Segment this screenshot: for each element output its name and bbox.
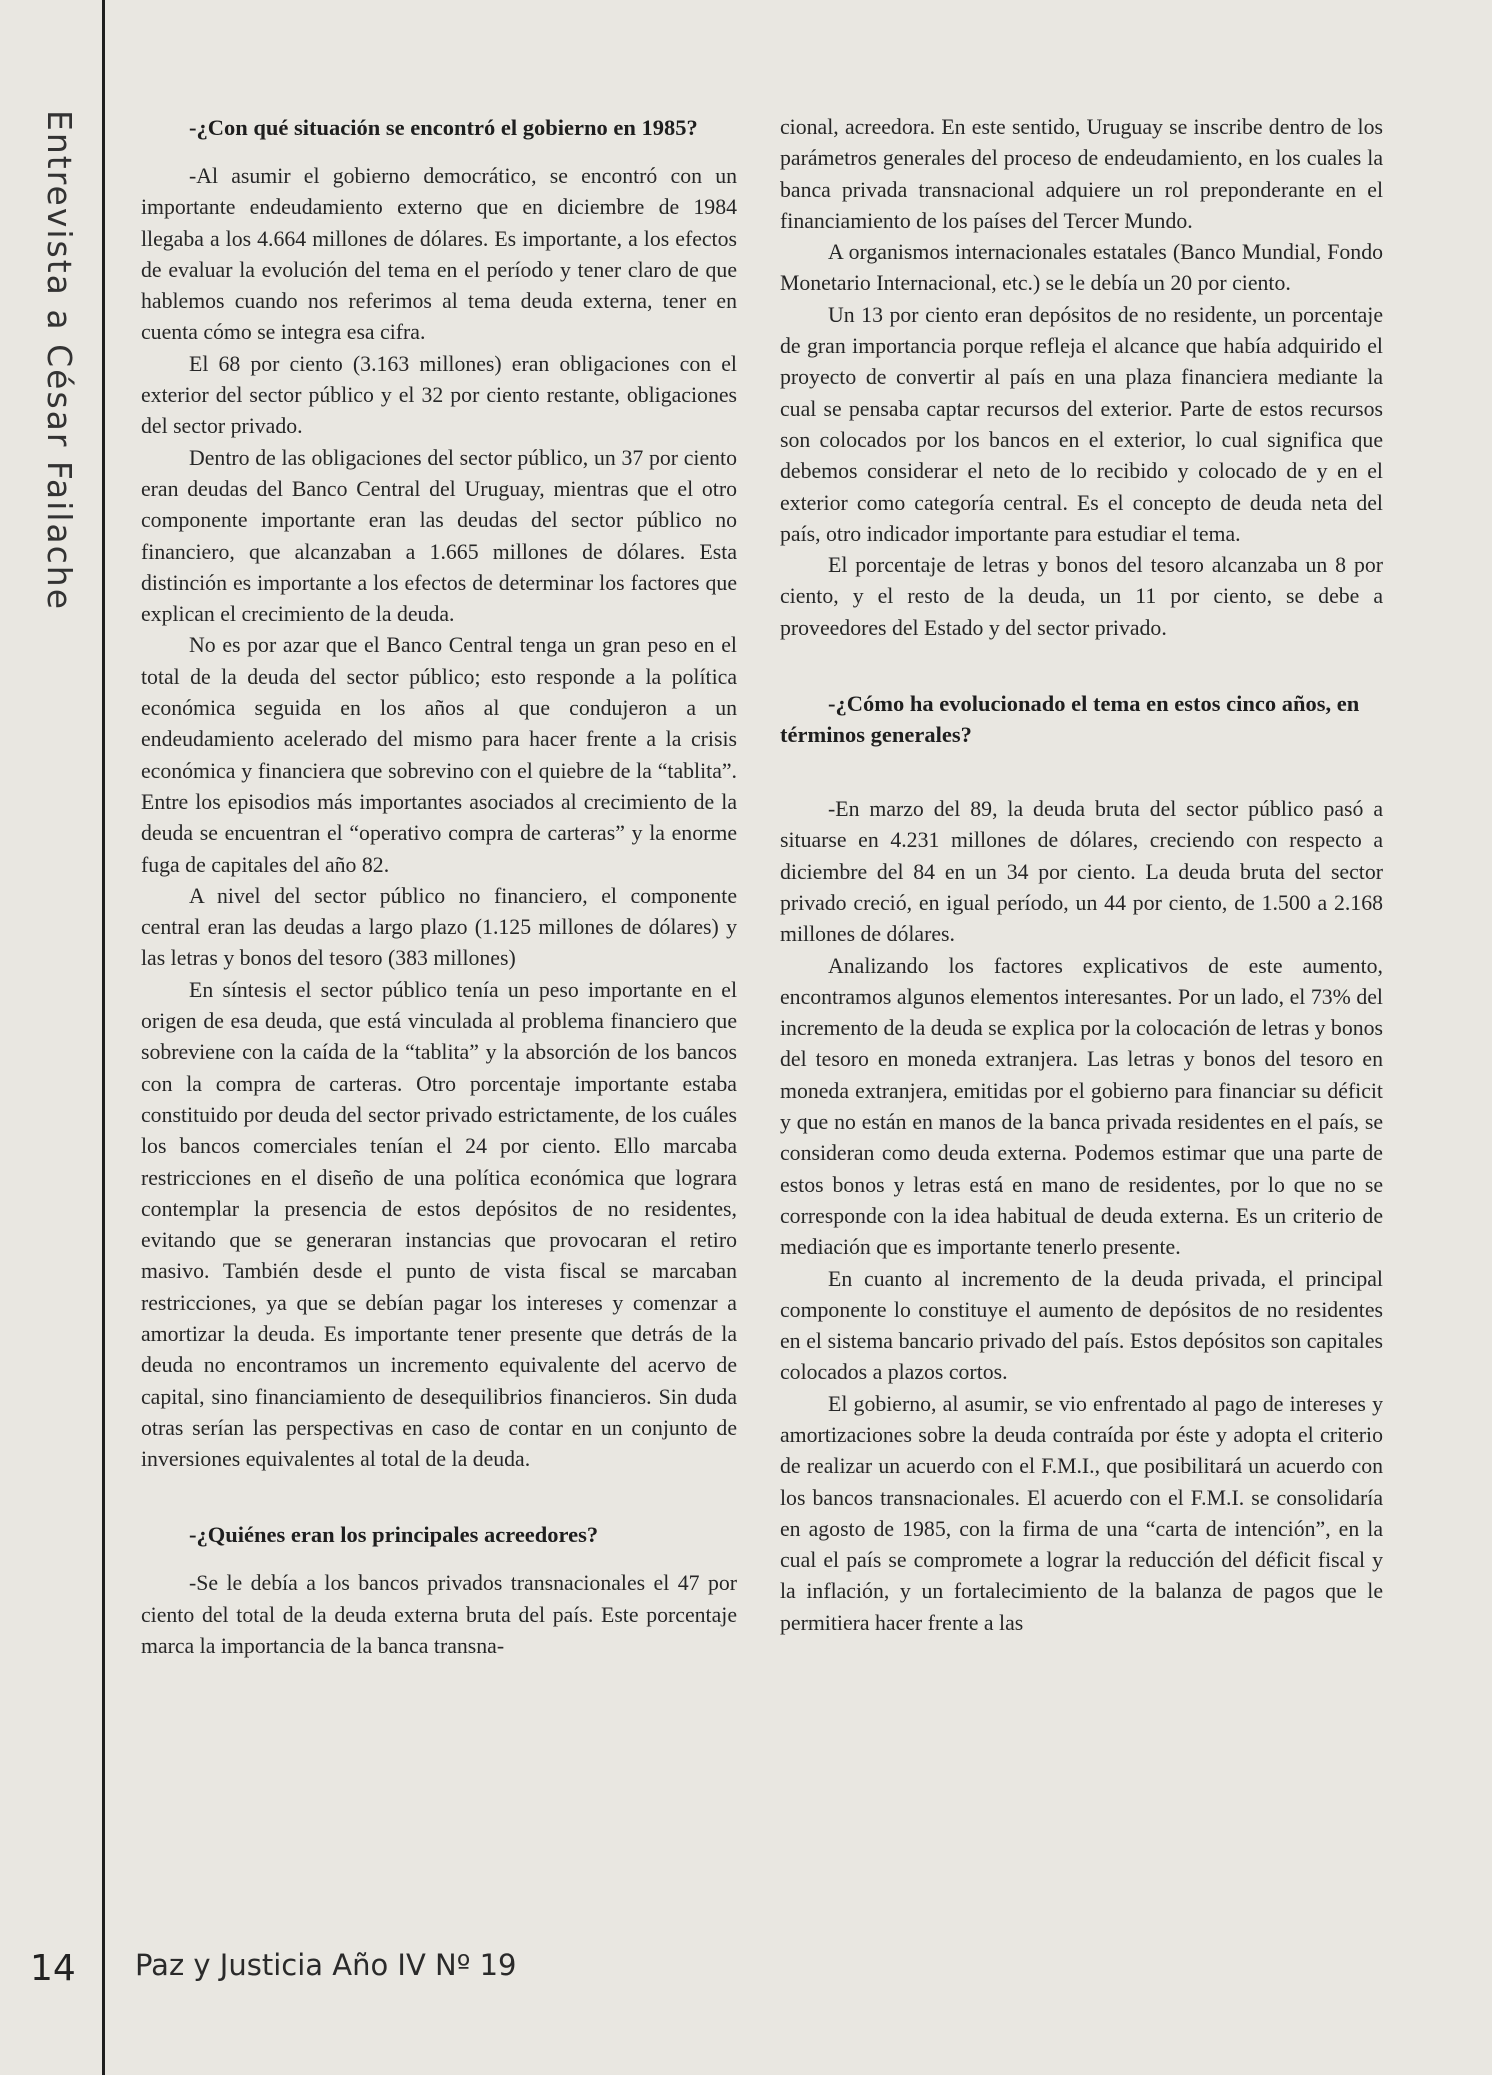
paragraph: El gobierno, al asumir, se vio enfrentado al pago de intereses y amortizaciones sobre la deuda contraída por éste y adopta el criterio de realizar un acuerdo con el F.M.I., que posibilitará un acuerdo con los bancos transnacionales. El acuerdo con el F.M.I. se consolidaría en agosto de 1985, con la firma de una “carta de intención”, en la cual el país se compromete a lograr la reducción del déficit fiscal y la inflación, y un fortalecimiento de la balanza de pagos que le permitiera hacer frente a las <box>780 1391 1383 1635</box>
paragraph: -En marzo del 89, la deuda bruta del sector público pasó a situarse en 4.231 millones de dólares, creciendo con respecto a diciembre del 84 en un 34 por ciento. La deuda bruta del sector privado creció, en igual período, un 44 por ciento, de 1.500 a 2.168 millones de dólares. <box>780 797 1383 947</box>
paragraph: En síntesis el sector público tenía un peso importante en el origen de esa deuda, que está vinculada al problema financiero que sobreviene con la caída de la “tablita” y la absorción de los bancos con la compra de carteras. Otro porcentaje importante estaba constituido por deuda del sector privado estrictamente, de los cuáles los bancos comerciales tenían el 24 por ciento. Ello marcaba restricciones en el diseño de una política económica que lograra contemplar la presencia de estos depósitos de no residentes, evitando que se generaran instancias que provocaran el retiro masivo. También desde el punto de vista fiscal se marcaban restricciones, ya que se debían pagar los intereses y comenzar a amortizar la deuda. Es importante tener presente que detrás de la deuda no encontramos un incremento equivalente del acervo de capital, sino financiamiento de desequilibrios financieros. Sin duda otras serían las perspectivas en caso de contar en un conjunto de inversiones equivalentes al total de la deuda. <box>141 977 737 1472</box>
paragraph: Un 13 por ciento eran depósitos de no residente, un porcentaje de gran importancia porque refleja el alcance que había adquirido el proyecto de convertir al país en una plaza financiera mediante la cual se pensaba captar recursos del exterior. Parte de estos recursos son colocados por los bancos en el exterior, lo cual significa que debemos considerar el neto de lo recibido y colocado de y en el exterior como categoría central. Es el concepto de deuda neta del país, otro indicador importante para estudiar el tema. <box>780 302 1383 546</box>
paragraph: A organismos internacionales estatales (Banco Mundial, Fondo Monetario Internacional, etc.) se le debía un 20 por ciento. <box>780 240 1383 296</box>
paragraph: El 68 por ciento (3.163 millones) eran obligaciones con el exterior del sector público y el 32 por ciento restante, obligaciones del sector privado. <box>141 351 737 439</box>
paragraph: -Al asumir el gobierno democrático, se encontró con un importante endeudamiento externo que en diciembre de 1984 llegaba a los 4.664 millones de dólares. Es importante, a los efectos de evaluar la evolución del tema en el período y tener claro de que hablemos cuando nos referimos al tema deuda externa, tener en cuenta cómo se integra esa cifra. <box>141 164 737 345</box>
paragraph: No es por azar que el Banco Central tenga un gran peso en el total de la deuda del sector público; esto responde a la política económica seguida en los años al que condujeron a un endeudamiento acelerado del mismo para hacer frente a la crisis económica y financiera que sobrevino con el quiebre de la “tablita”. Entre los episodios más importantes asociados al crecimiento de la deuda se encuentran el “operativo compra de carteras” y la enorme fuga de capitales del año 82. <box>141 633 737 877</box>
left-column <box>141 112 737 1662</box>
publication-footer: Paz y Justicia Año IV Nº 19 <box>135 1948 517 1982</box>
paragraph: A nivel del sector público no financiero, el componente central eran las deudas a largo plazo (1.125 millones de dólares) y las letras y bonos del tesoro (383 millones) <box>141 883 737 971</box>
question-heading: -¿Cómo ha evolucionado el tema en estos cinco años, en términos generales? <box>780 691 1360 748</box>
paragraph: Analizando los factores explicativos de este aumento, encontramos algunos elementos interesantes. Por un lado, el 73% del incremento de la deuda se explica por la colocación de letras y bonos del tesoro en moneda extranjera. Las letras y bonos del tesoro en moneda extranjera, emitidas por el gobierno para financiar su déficit y que no están en manos de la banca privada residentes en el país, se consideran como deuda externa. Podemos estimar que una parte de estos bonos y letras está en mano de residentes, por lo que no se corresponde con la idea habitual de deuda externa. Es un criterio de mediación que es importante tenerlo presente. <box>780 953 1383 1260</box>
section-title: Entrevista a César Failache <box>40 110 79 612</box>
paragraph: cional, acreedora. En este sentido, Uruguay se inscribe dentro de los parámetros generales del proceso de endeudamiento, en los cuales la banca privada transnacional adquiere un rol preponderante en el financiamiento de los países del Tercer Mundo. <box>780 115 1383 233</box>
page-number: 14 <box>30 1948 76 1989</box>
question-heading: -¿Quiénes eran los principales acreedores? <box>189 1522 599 1548</box>
paragraph: El porcentaje de letras y bonos del tesoro alcanzaba un 8 por ciento, y el resto de la deuda, un 11 por ciento, se debe a proveedores del Estado y del sector privado. <box>780 553 1383 640</box>
margin-rule <box>102 0 105 2075</box>
right-column <box>780 112 1383 1639</box>
paragraph: En cuanto al incremento de la deuda privada, el principal componente lo constituye el aumento de depósitos de no residentes en el sistema bancario privado del país. Estos depósitos son capitales colocados a plazos cortos. <box>780 1266 1383 1385</box>
question-heading: -¿Con qué situación se encontró el gobierno en 1985? <box>189 115 698 140</box>
paragraph: Dentro de las obligaciones del sector público, un 37 por ciento eran deudas del Banco Central del Uruguay, mientras que el otro componente importante eran las deudas del sector público no financiero, que alcanzaban a 1.665 millones de dólares. Esta distinción es importante a los efectos de determinar los factores que explican el crecimiento de la deuda. <box>141 445 737 627</box>
paragraph: -Se le debía a los bancos privados transnacionales el 47 por ciento del total de la deuda externa bruta del país. Este porcentaje marca la importancia de la banca transna- <box>141 1571 737 1659</box>
